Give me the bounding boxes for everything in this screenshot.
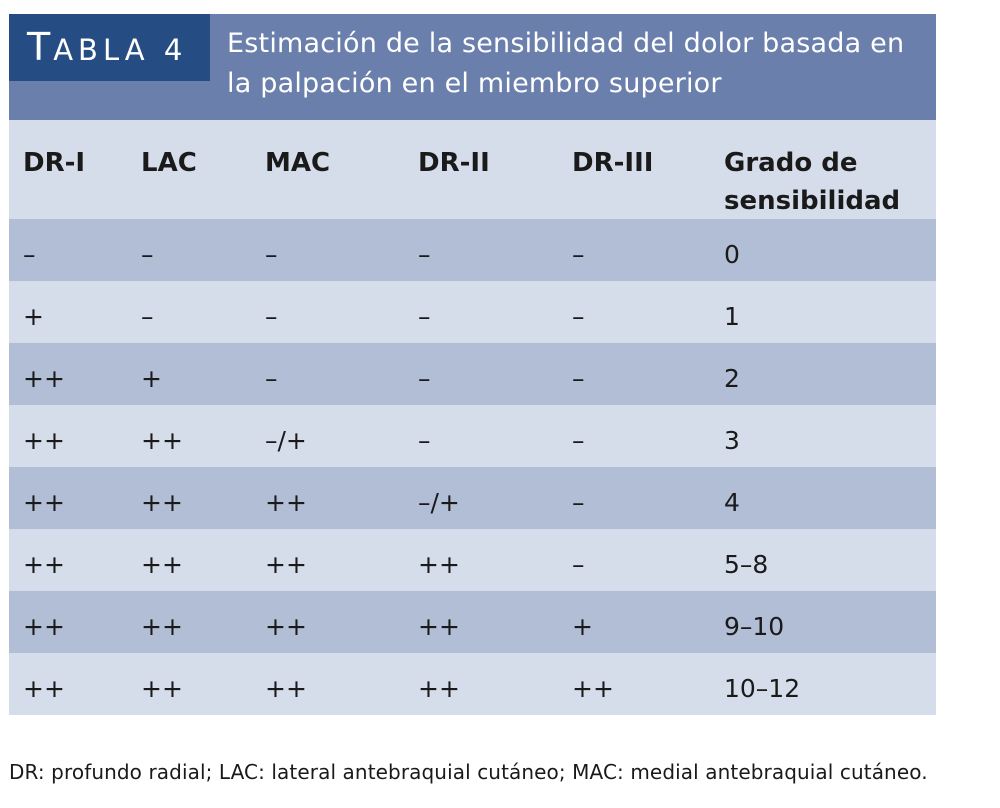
table-cell: – <box>418 426 431 455</box>
column-header: MAC <box>265 148 331 178</box>
table-cell: ++ <box>265 612 307 641</box>
table-cell: – <box>265 240 278 269</box>
table-footnote: DR: profundo radial; LAC: lateral antebraquial cutáneo; MAC: medial antebraquial cutáneo. <box>9 760 928 784</box>
table-banner <box>9 14 936 120</box>
table-cell: ++ <box>23 426 65 455</box>
table-cell: ++ <box>23 364 65 393</box>
table-cell: ++ <box>141 550 183 579</box>
table-cell: ++ <box>265 488 307 517</box>
table-cell: ++ <box>418 550 460 579</box>
table-cell: ++ <box>23 488 65 517</box>
table-row <box>9 653 936 715</box>
table-cell: 5–8 <box>724 550 769 579</box>
column-header: DR-I <box>23 148 86 178</box>
table-cell: – <box>265 302 278 331</box>
table-cell: – <box>572 488 585 517</box>
table-cell: 10–12 <box>724 674 801 703</box>
table-cell: ++ <box>141 426 183 455</box>
table-cell: + <box>23 302 44 331</box>
table-cell: ++ <box>141 488 183 517</box>
table-cell: ++ <box>23 674 65 703</box>
table-cell: ++ <box>418 612 460 641</box>
table-header-row <box>9 120 936 219</box>
table-cell: ++ <box>141 612 183 641</box>
table-cell: 3 <box>724 426 740 455</box>
table-cell: – <box>572 302 585 331</box>
table-title: Estimación de la sensibilidad del dolor basada en la palpación en el miembro superior <box>227 28 905 99</box>
table-cell: 2 <box>724 364 740 393</box>
table-cell: ++ <box>23 550 65 579</box>
table-cell: ++ <box>265 550 307 579</box>
table-cell: 0 <box>724 240 740 269</box>
table-cell: – <box>141 302 154 331</box>
table-row <box>9 405 936 467</box>
table-cell: – <box>23 240 36 269</box>
table-cell: + <box>141 364 162 393</box>
column-header: Grado de sensibilidad <box>724 148 901 216</box>
table-cell: – <box>572 426 585 455</box>
table-label-rest: ABLA 4 <box>53 33 188 67</box>
data-table <box>9 14 936 715</box>
table-cell: ++ <box>418 674 460 703</box>
table-cell: ++ <box>23 612 65 641</box>
table-cell: – <box>572 364 585 393</box>
table-cell: 4 <box>724 488 740 517</box>
table-row <box>9 343 936 405</box>
table-cell: – <box>418 302 431 331</box>
table-cell: –/+ <box>418 488 460 517</box>
table-cell: 9–10 <box>724 612 785 641</box>
table-row <box>9 467 936 529</box>
table-cell: ++ <box>572 674 614 703</box>
table-cell: – <box>572 240 585 269</box>
table-cell: + <box>572 612 593 641</box>
table-cell: –/+ <box>265 426 307 455</box>
column-header: DR-III <box>572 148 654 178</box>
table-row <box>9 281 936 343</box>
table-row <box>9 219 936 281</box>
table-label <box>9 14 210 81</box>
table-cell: ++ <box>265 674 307 703</box>
table-cell: – <box>418 364 431 393</box>
table-cell: ++ <box>141 674 183 703</box>
table-label-initial: T <box>27 25 54 69</box>
table-cell: – <box>141 240 154 269</box>
table-row <box>9 529 936 591</box>
table-cell: – <box>418 240 431 269</box>
table-cell: – <box>265 364 278 393</box>
column-header: LAC <box>141 148 197 178</box>
table-cell: 1 <box>724 302 740 331</box>
column-header: DR-II <box>418 148 490 178</box>
table-row <box>9 591 936 653</box>
table-cell: – <box>572 550 585 579</box>
